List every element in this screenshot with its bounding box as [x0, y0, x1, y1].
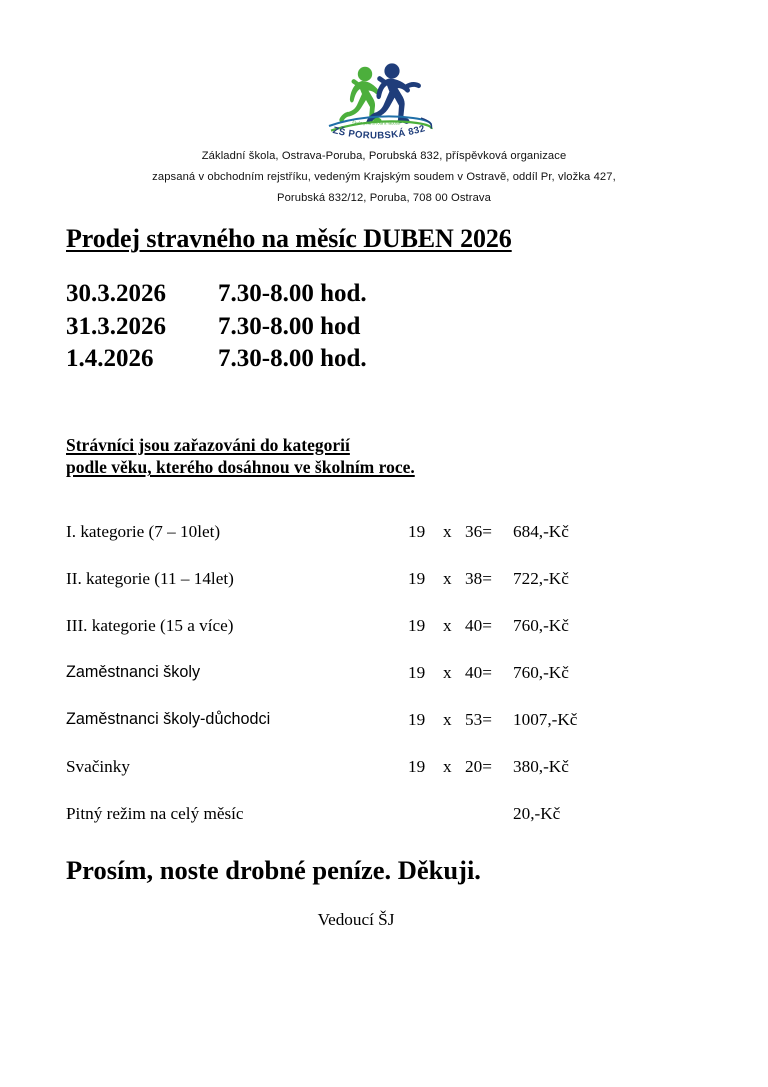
row-quantity: 19 [408, 522, 426, 541]
row-total: 380,-Kč [513, 757, 569, 776]
row-rate: 40= [465, 616, 492, 635]
table-row [66, 757, 596, 804]
table-row [66, 804, 596, 851]
sale-date-row [66, 278, 367, 311]
category-note-line-1: Strávníci jsou zařazováni do kategorií [66, 435, 350, 455]
row-label: I. kategorie (7 – 10let) [66, 522, 221, 541]
sale-dates-list [66, 278, 367, 376]
logo-tagline: Škola plná života a radosti [352, 120, 400, 126]
sale-time: 7.30-8.00 hod. [218, 280, 367, 307]
row-total: 20,-Kč [513, 804, 561, 823]
table-row [66, 522, 596, 569]
row-total: 760,-Kč [513, 616, 569, 635]
row-label: Svačinky [66, 757, 130, 776]
sale-date-row [66, 311, 367, 344]
sale-time: 7.30-8.00 hod. [218, 345, 367, 372]
row-multiplier: x [443, 757, 452, 776]
page-title [66, 224, 512, 254]
row-quantity: 19 [408, 757, 426, 776]
row-rate: 38= [465, 569, 492, 588]
signature-text: Vedoucí ŠJ [317, 910, 395, 929]
zs-porubska-logo-icon [321, 62, 447, 142]
sale-date: 30.3.2026 [66, 280, 166, 307]
row-label: II. kategorie (11 – 14let) [66, 569, 234, 588]
school-logo [0, 62, 768, 142]
sale-date-row [66, 343, 367, 376]
row-total: 684,-Kč [513, 522, 569, 541]
school-address-header [0, 146, 768, 209]
table-row [66, 569, 596, 616]
row-multiplier: x [443, 663, 452, 682]
row-total: 760,-Kč [513, 663, 569, 682]
table-row [66, 710, 596, 757]
logo-arc-text: ZŠ PORUBSKÁ 832 [331, 123, 427, 142]
row-quantity: 19 [408, 616, 426, 635]
row-label: III. kategorie (15 a více) [66, 616, 234, 635]
table-row [66, 663, 596, 710]
row-rate: 36= [465, 522, 492, 541]
price-table [66, 522, 596, 851]
row-label: Zaměstnanci školy-důchodci [66, 710, 271, 728]
row-label: Pitný režim na celý měsíc [66, 804, 244, 823]
row-quantity: 19 [408, 569, 426, 588]
address-line-2: zapsaná v obchodním rejstříku, vedeným Krajským soudem v Ostravě, oddíl Pr, vložka 427, [152, 171, 616, 183]
row-multiplier: x [443, 710, 452, 729]
row-multiplier: x [443, 616, 452, 635]
row-rate: 40= [465, 663, 492, 682]
page-title-text: Prodej stravného na měsíc DUBEN 2026 [66, 224, 512, 253]
table-row [66, 616, 596, 663]
sale-date: 1.4.2026 [66, 345, 154, 372]
sale-date: 31.3.2026 [66, 312, 166, 340]
address-line-1: Základní škola, Ostrava-Poruba, Porubská 832, příspěvková organizace [201, 150, 567, 162]
sale-time: 7.30-8.00 hod [218, 312, 361, 340]
row-label: Zaměstnanci školy [66, 663, 201, 681]
row-multiplier: x [443, 522, 452, 541]
category-note [66, 434, 415, 478]
closing-message: Prosím, noste drobné peníze. Děkuji. [66, 855, 481, 885]
category-note-line-2: podle věku, kterého dosáhnou ve školním roce. [66, 457, 415, 477]
row-quantity: 19 [408, 663, 426, 682]
signature [0, 910, 768, 930]
row-multiplier: x [443, 569, 452, 588]
row-total: 1007,-Kč [513, 710, 578, 729]
row-rate: 20= [465, 757, 492, 776]
row-rate: 53= [465, 710, 492, 729]
row-total: 722,-Kč [513, 569, 569, 588]
address-line-3: Porubská 832/12, Poruba, 708 00 Ostrava [277, 192, 491, 204]
row-quantity: 19 [408, 710, 426, 729]
